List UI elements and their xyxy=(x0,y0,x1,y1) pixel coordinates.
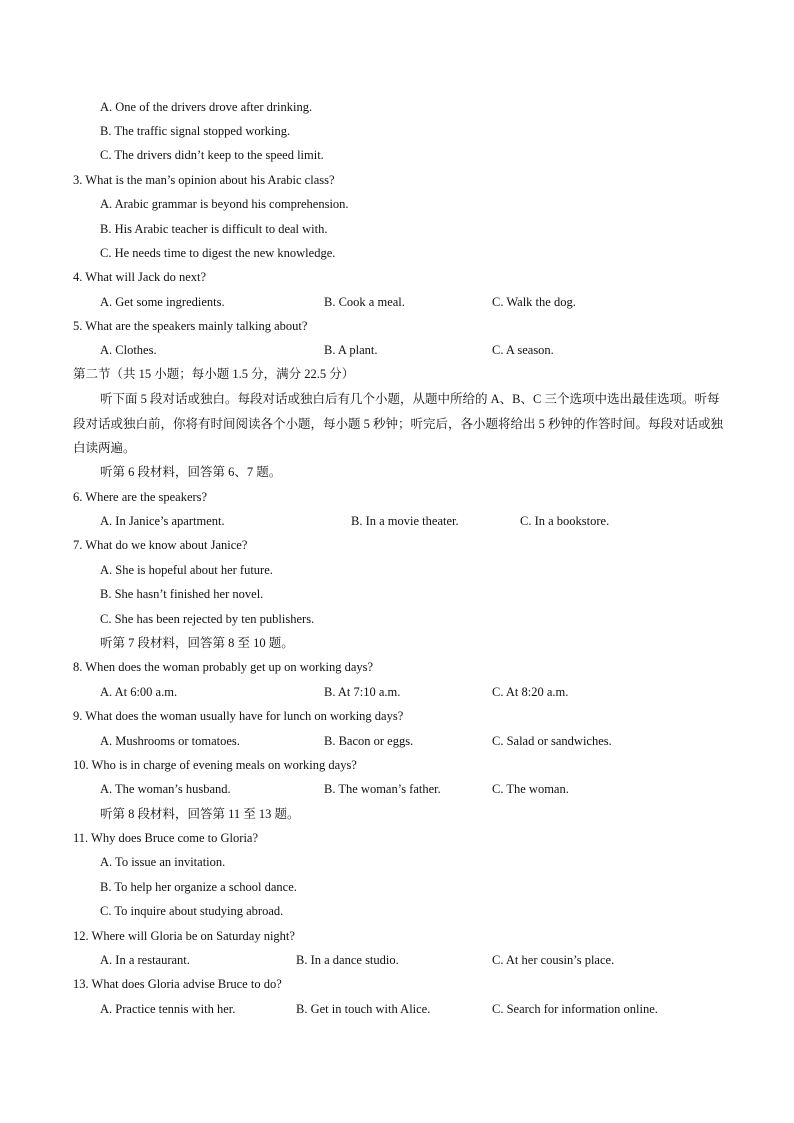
q8-option-c: C. At 8:20 a.m. xyxy=(492,685,569,699)
q13-stem: 13. What does Gloria advise Bruce to do? xyxy=(73,977,282,991)
q12-stem: 12. Where will Gloria be on Saturday night? xyxy=(73,929,295,943)
q7-option-c: C. She has been rejected by ten publishers. xyxy=(100,612,315,626)
q11-option-a: A. To issue an invitation. xyxy=(100,855,226,869)
q11-option-b: B. To help her organize a school dance. xyxy=(100,880,297,894)
q7-option-a: A. She is hopeful about her future. xyxy=(100,563,273,577)
q6-stem: 6. Where are the speakers? xyxy=(73,490,208,504)
q12-option-a: A. In a restaurant. xyxy=(100,953,190,967)
q4-option-b: B. Cook a meal. xyxy=(324,295,405,309)
q9-option-b: B. Bacon or eggs. xyxy=(324,734,414,748)
q9-option-c: C. Salad or sandwiches. xyxy=(492,734,612,748)
q3-option-b: B. His Arabic teacher is difficult to deal with. xyxy=(100,222,328,236)
q7-option-b: B. She hasn’t finished her novel. xyxy=(100,587,264,601)
material7-instruction: 听第 7 段材料，回答第 8 至 10 题。 xyxy=(100,636,294,650)
q5-option-c: C. A season. xyxy=(492,343,554,357)
q13-option-c: C. Search for information online. xyxy=(492,1002,658,1016)
q11-stem: 11. Why does Bruce come to Gloria? xyxy=(73,831,259,845)
q8-option-b: B. At 7:10 a.m. xyxy=(324,685,401,699)
q6-option-a: A. In Janice’s apartment. xyxy=(100,514,225,528)
q2-option-b: B. The traffic signal stopped working. xyxy=(100,124,291,138)
q10-option-a: A. The woman’s husband. xyxy=(100,782,231,796)
q2-option-c: C. The drivers didn’t keep to the speed limit. xyxy=(100,148,324,162)
q3-stem: 3. What is the man’s opinion about his Arabic class? xyxy=(73,173,335,187)
q4-option-c: C. Walk the dog. xyxy=(492,295,576,309)
q10-option-b: B. The woman’s father. xyxy=(324,782,441,796)
q12-option-c: C. At her cousin’s place. xyxy=(492,953,615,967)
q13-option-a: A. Practice tennis with her. xyxy=(100,1002,236,1016)
q3-option-c: C. He needs time to digest the new knowledge. xyxy=(100,246,336,260)
q9-option-a: A. Mushrooms or tomatoes. xyxy=(100,734,240,748)
q5-stem: 5. What are the speakers mainly talking about? xyxy=(73,319,308,333)
q13-option-b: B. Get in touch with Alice. xyxy=(296,1002,431,1016)
q3-option-a: A. Arabic grammar is beyond his comprehension. xyxy=(100,197,349,211)
q4-stem: 4. What will Jack do next? xyxy=(73,270,207,284)
q8-option-a: A. At 6:00 a.m. xyxy=(100,685,178,699)
q12-option-b: B. In a dance studio. xyxy=(296,953,399,967)
q9-stem: 9. What does the woman usually have for lunch on working days? xyxy=(73,709,404,723)
q10-stem: 10. Who is in charge of evening meals on working days? xyxy=(73,758,357,772)
q5-option-a: A. Clothes. xyxy=(100,343,157,357)
section2-instructions: 听下面 5 段对话或独白。每段对话或独白后有几个小题，从题中所给的 A、B、C 三个选项中选出最佳选项。听每段对话或独白前，你将有时间阅读各个小题，每小题 5 秒钟；听完后，各小题将给出 5 秒钟的作答时间。每段对话或独白读两遍。 xyxy=(73,392,724,455)
material8-instruction: 听第 8 段材料，回答第 11 至 13 题。 xyxy=(100,807,300,821)
q4-option-a: A. Get some ingredients. xyxy=(100,295,225,309)
q6-option-c: C. In a bookstore. xyxy=(520,514,610,528)
material6-instruction: 听第 6 段材料，回答第 6、7 题。 xyxy=(100,465,282,479)
q5-option-b: B. A plant. xyxy=(324,343,378,357)
q2-option-a: A. One of the drivers drove after drinking. xyxy=(100,100,313,114)
q11-option-c: C. To inquire about studying abroad. xyxy=(100,904,284,918)
q8-stem: 8. When does the woman probably get up on working days? xyxy=(73,660,374,674)
q10-option-c: C. The woman. xyxy=(492,782,569,796)
section2-heading: 第二节（共 15 小题；每小题 1.5 分，满分 22.5 分） xyxy=(73,367,355,381)
q7-stem: 7. What do we know about Janice? xyxy=(73,538,248,552)
q6-option-b: B. In a movie theater. xyxy=(351,514,459,528)
